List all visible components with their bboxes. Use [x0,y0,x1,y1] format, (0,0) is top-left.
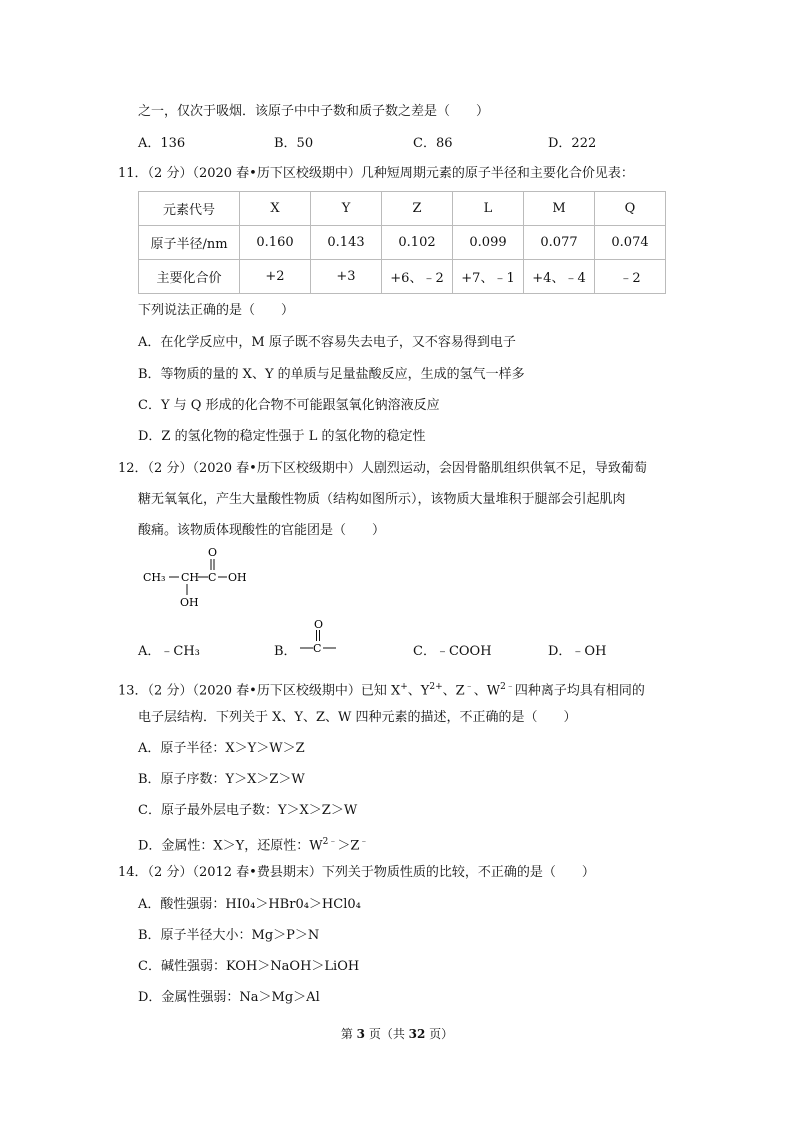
table-row [139,260,666,294]
table-cell: ﹣2 [595,260,666,294]
q10-option-d: D．222 [548,136,597,151]
table-cell: 元素代号 [139,192,240,226]
table-cell: 主要化合价 [139,260,240,294]
table-cell: 原子半径/nm [139,226,240,260]
table-row [139,226,666,260]
mol-oh: OH [228,571,247,584]
q10-stem-cont: 之一，仅次于吸烟．该原子中中子数和质子数之差是（ ） [138,104,490,119]
table-cell: 0.074 [595,226,666,260]
table-cell: M [524,192,595,226]
q11-question: 下列说法正确的是（ ） [138,303,295,318]
q13-option-a: A．原子半径：X＞Y＞W＞Z [138,741,305,756]
q14-stem: 14．（2 分）（2012 春•费县期末）下列关于物质性质的比较，不正确的是（ ） [118,865,595,880]
table-row [139,192,666,226]
table-cell: +4、﹣4 [524,260,595,294]
q12-stem-line2: 糖无氧氧化，产生大量酸性物质（结构如图所示），该物质大量堆积于腿部会引起肌肉 [138,492,626,507]
table-cell: 0.099 [453,226,524,260]
q11-option-a: A．在化学反应中，M 原子既不容易失去电子，又不容易得到电子 [138,335,516,350]
q13-option-d: D．金属性：X＞Y，还原性：$W^{2﹣}>Z^﹣$ [138,837,369,854]
q11-stem: 11．（2 分）（2020 春•历下区校级期中）几种短周期元素的原子半径和主要化合价见表： [118,166,634,181]
q10-option-a: A．136 [138,136,186,151]
table-cell: 0.143 [311,226,382,260]
q12-stem-line1: 12．（2 分）（2020 春•历下区校级期中）人剧烈运动，会因骨骼肌组织供氧不足，导致葡萄 [118,461,647,476]
table-cell: Z [382,192,453,226]
q14-option-c: C．碱性强弱：KOH＞NaOH＞LiOH [138,959,360,974]
table-cell: Q [595,192,666,226]
table-cell: 0.102 [382,226,453,260]
q11-option-c: C．Y 与 Q 形成的化合物不可能跟氢氧化钠溶液反应 [138,398,440,413]
table-cell: +6、﹣2 [382,260,453,294]
q12-stem-line3: 酸痛。该物质体现酸性的官能团是（ ） [138,523,386,538]
mol-carbonyl-o: O [208,546,218,559]
svg-text:O: O [314,618,324,631]
table-cell: L [453,192,524,226]
table-cell: 0.160 [240,226,311,260]
q10-option-c: C．86 [413,136,453,151]
svg-text:CH: CH [181,571,200,584]
table-cell: +7、﹣1 [453,260,524,294]
mol-oh2: OH [180,596,199,608]
svg-text:C: C [313,642,322,655]
q13-option-b: B．原子序数：Y＞X＞Z＞W [138,772,305,787]
q11-option-d: D．Z 的氢化物的稳定性强于 L 的氢化物的稳定性 [138,429,426,444]
q10-option-b: B．50 [274,136,314,151]
q13-stem-line1: 13．（2 分）（2020 春•历下区校级期中）已知 X+、$Y^{2+}$、Z﹣、$W^{2﹣}$四种离子均具有相同的 [118,682,645,699]
table-cell: X [240,192,311,226]
carbonyl-group-structure [298,617,338,657]
table-cell: Y [311,192,382,226]
q12-option-b: B． [274,644,297,659]
lactic-acid-structure [143,546,253,608]
q12-option-d: D．﹣OH [548,644,607,659]
q13-stem-line2: 电子层结构．下列关于 X、Y、Z、W 四种元素的描述，不正确的是（ ） [138,710,577,725]
q14-option-a: A．酸性强弱：HI0₄＞HBr0₄＞HCl0₄ [138,897,361,912]
q11-option-b: B．等物质的量的 X、Y 的单质与足量盐酸反应，生成的氢气一样多 [138,367,525,382]
element-table [138,191,666,294]
page-footer: 第 3 页（共 32 页） [340,1027,454,1041]
q14-option-d: D．金属性强弱：Na＞Mg＞Al [138,990,320,1005]
mol-ch3: CH₃ [143,571,166,584]
q13-option-c: C．原子最外层电子数：Y＞X＞Z＞W [138,803,358,818]
table-cell: 0.077 [524,226,595,260]
q12-option-a: A．﹣CH₃ [138,644,200,659]
table-cell: +2 [240,260,311,294]
q14-option-b: B．原子半径大小：Mg＞P＞N [138,928,320,943]
q12-option-c: C．﹣COOH [413,644,492,659]
mol-c: C [208,571,217,584]
table-cell: +3 [311,260,382,294]
